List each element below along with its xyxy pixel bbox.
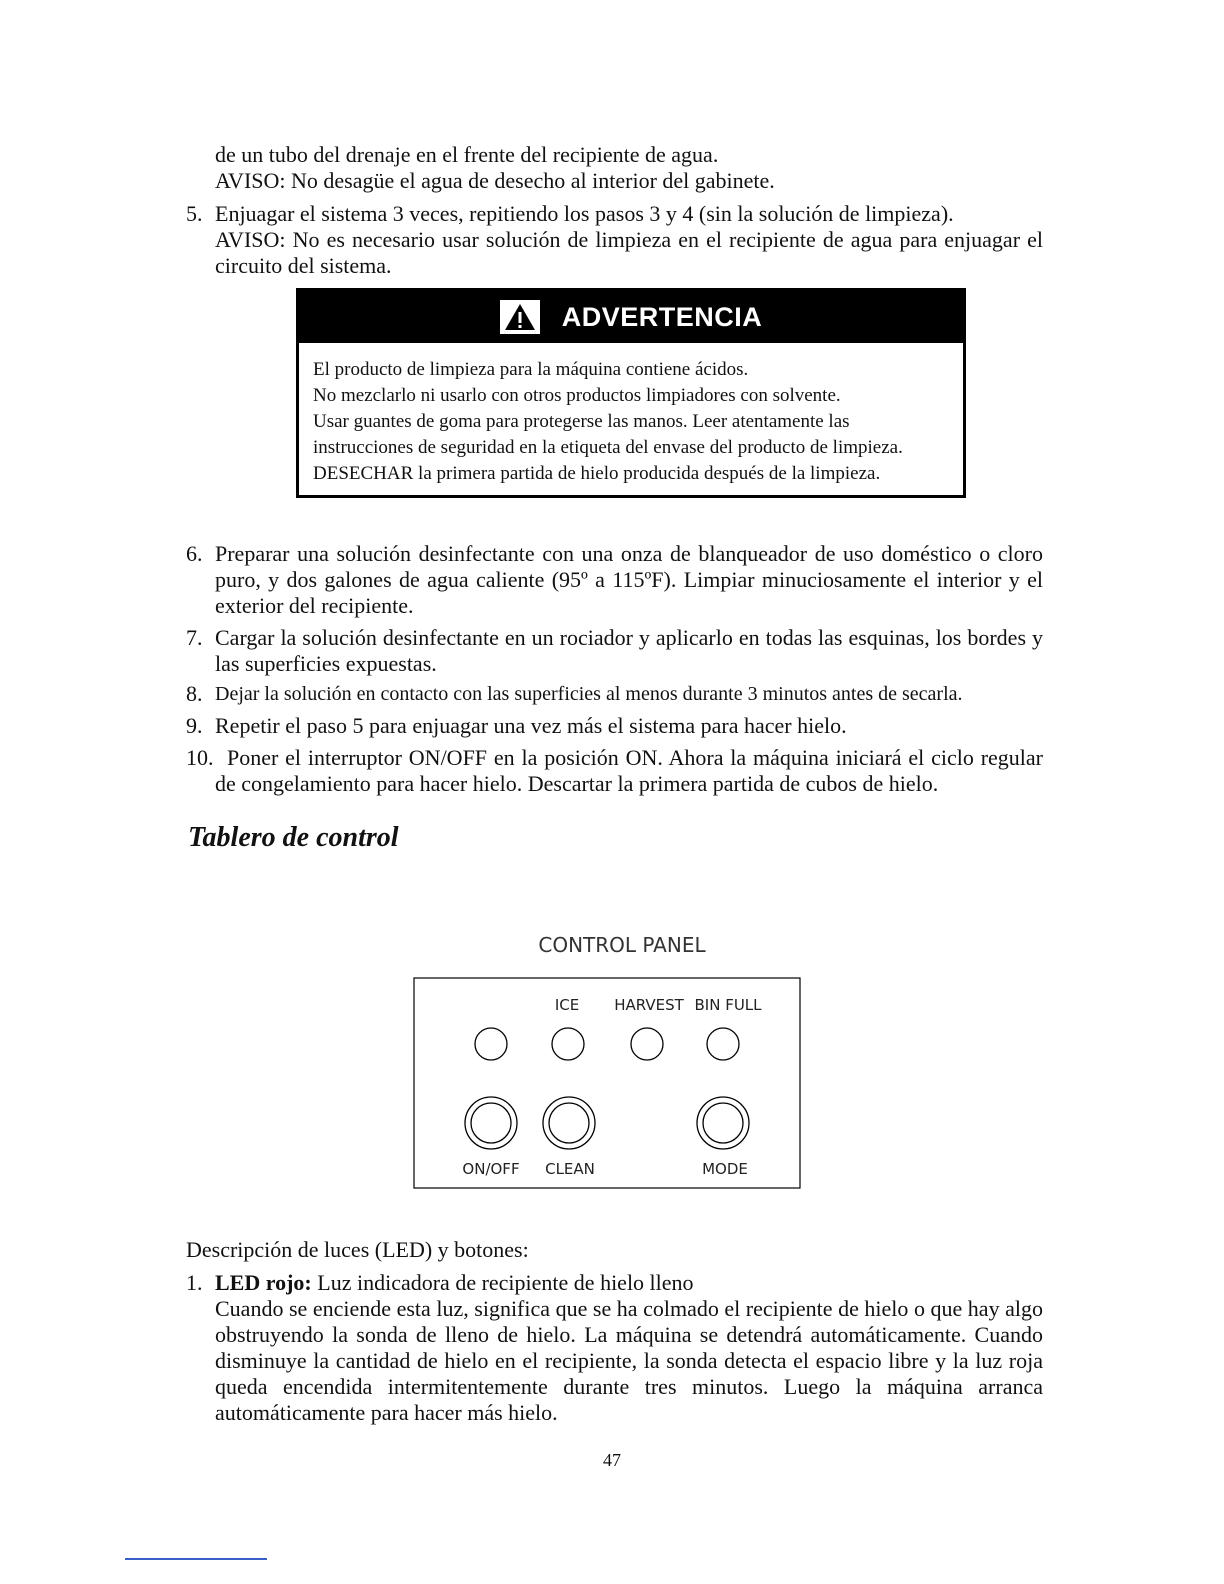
step-8-text: Dejar la solución en contacto con las superficies al menos durante 3 minutos antes de secarla. (215, 683, 963, 705)
desc-item-1-number: 1. (186, 1270, 203, 1295)
warning-line: instrucciones de seguridad en la etiqueta del envase del producto de limpieza. (313, 437, 903, 458)
mode-button[interactable] (697, 1097, 749, 1149)
section-heading: Tablero de control (188, 822, 399, 853)
on-off-button[interactable] (465, 1097, 517, 1149)
step-9-text: Repetir el paso 5 para enjuagar una vez más el sistema para hacer hielo. (215, 713, 847, 738)
button-label-on-off: ON/OFF (462, 1160, 520, 1178)
led-label-ice: ICE (554, 996, 580, 1014)
intro-line-1: de un tubo del drenaje en el frente del recipiente de agua. (215, 142, 719, 167)
clean-button[interactable] (543, 1097, 595, 1149)
control-panel-title: CONTROL PANEL (538, 933, 706, 957)
warning-line: DESECHAR la primera partida de hielo producida después de la limpieza. (313, 463, 881, 484)
warning-box (296, 288, 966, 498)
warning-text (313, 357, 958, 487)
desc-item-1-title (215, 1270, 1043, 1296)
step-5-note: AVISO: No es necesario usar solución de limpieza en el recipiente de agua para enjuagar el circuito del sistema. (215, 227, 1043, 278)
footer-divider (125, 1558, 267, 1560)
led-indicator-harvest (631, 1028, 663, 1060)
desc-item-1-bold: LED rojo: (215, 1270, 312, 1295)
step-5-line-1: Enjuagar el sistema 3 veces, repitiendo los pasos 3 y 4 (sin la solución de limpieza). (215, 201, 954, 226)
desc-item-1-text: Cuando se enciende esta luz, significa que se ha colmado el recipiente de hielo o que hay algo obstruyendo la sonda de lleno de hielo. La máquina se detendrá automáticamente. Cuando disminuye la cantidad de hielo en el recipiente, la sonda detecta el espacio libre y la luz roja queda encendida intermitentemente durante tres minutos. Luego la máquina arranca automáticamente para hacer más hielo. (215, 1296, 1043, 1425)
led-indicator-ice (552, 1028, 584, 1060)
step-7-text: Cargar la solución desinfectante en un rociador y aplicarlo en todas las esquinas, los bordes y las superficies expuestas. (215, 625, 1043, 676)
warning-title: ADVERTENCIA (561, 301, 763, 332)
warning-line: No mezclarlo ni usarlo con otros productos limpiadores con solvente. (313, 385, 841, 406)
step-5-number: 5. (186, 201, 203, 226)
step-6-text: Preparar una solución desinfectante con una onza de blanqueador de uso doméstico o cloro puro, y dos galones de agua caliente (95º a 115ºF). Limpiar minuciosamente el interior y el exterior del recipiente. (215, 541, 1043, 618)
step-10-number: 10. (186, 745, 214, 770)
step-10-text: Poner el interruptor ON/OFF en la posición ON. Ahora la máquina iniciará el ciclo regular de congelamiento para hacer hielo. Descartar la primera partida de cubos de hielo. (215, 745, 1043, 796)
led-indicator-red (475, 1028, 507, 1060)
warning-line: Usar guantes de goma para protegerse las manos. Leer atentamente las (313, 411, 850, 432)
step-6-number: 6. (186, 541, 203, 566)
led-label-harvest: HARVEST (614, 996, 684, 1014)
warning-line: El producto de limpieza para la máquina contiene ácidos. (313, 359, 749, 380)
step-8-number: 8. (186, 681, 203, 706)
control-panel-diagram (400, 920, 820, 1200)
warning-header (299, 291, 963, 343)
description-intro: Descripción de luces (LED) y botones: (186, 1237, 529, 1262)
warning-triangle-icon (500, 300, 540, 334)
page-number: 47 (603, 1450, 621, 1470)
desc-item-1-title-text: Luz indicadora de recipiente de hielo lleno (311, 1270, 694, 1295)
step-7-number: 7. (186, 625, 203, 650)
button-label-mode: MODE (702, 1160, 748, 1178)
intro-line-2: AVISO: No desagüe el agua de desecho al interior del gabinete. (215, 168, 775, 193)
button-label-clean: CLEAN (545, 1160, 595, 1178)
led-indicator-bin-full (707, 1028, 739, 1060)
led-label-bin-full: BIN FULL (694, 996, 762, 1014)
step-9-number: 9. (186, 713, 203, 738)
